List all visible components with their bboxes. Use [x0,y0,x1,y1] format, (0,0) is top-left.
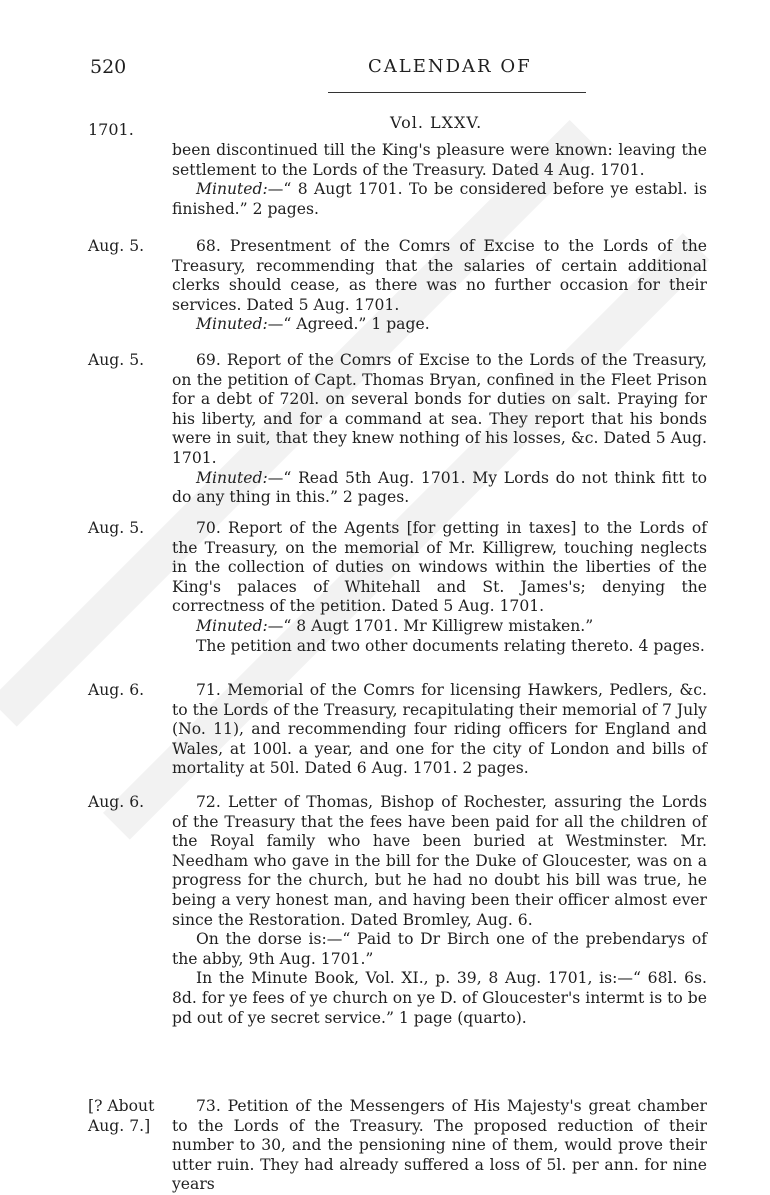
minuted-text: —“ Read 5th Aug. 1701. My Lords do not think fitt to do any thing in this.” 2 pages. [172,468,707,507]
entry-minuted [172,617,707,637]
entry-text: 71. Memorial of the Comrs for licensing Hawkers, Pedlers, &c. to the Lords of the Treasury, recapitulating their memorial of 7 July (No. 11), and recommending four riding officers for England and Wales, at 100l. a year, and one for the city of London and bills of mortality at 50l. Dated 6 Aug. 1701. 2 pages. [172,681,707,778]
entry-date: Aug. 6. [88,681,145,699]
entry-minuted [172,315,707,335]
entry-text: 73. Petition of the Messengers of His Majesty's great chamber to the Lords of the Treasury. The proposed reduction of their number to 30, and the pensioning nine of them, would prove their utter ruin. They had already suffered a loss of 5l. per ann. for nine years [172,1097,707,1194]
entry-date: [? About Aug. 7.] [88,1097,155,1135]
entry-minuted [172,469,707,508]
entry-text: been discontinued till the King's pleasure were known: leaving the settlement to the Lords of the Treasury. Dated 4 Aug. 1701. [172,141,707,179]
entry-date: Aug. 6. [88,793,145,811]
entry-minute-book: In the Minute Book, Vol. XI., p. 39, 8 Aug. 1701, is:—“ 68l. 6s. 8d. for ye fees of ye church on ye D. of Gloucester's intermt is to be pd out of ye secret service.” 1 page (quarto). [172,969,707,1027]
entry-minuted [172,180,707,219]
minuted-text: —“ 8 Augt 1701. To be considered before ye establ. is finished.” 2 pages. [172,180,707,218]
page-header [0,56,770,86]
minuted-label: Minuted: [196,616,268,635]
entry-text: 70. Report of the Agents [for getting in taxes] to the Lords of the Treasury, on the memorial of Mr. Killigrew, touching neglects in the collection of duties on windows within the liberties of the King's palaces of Whitehall and St. James's; denying the correctness of the petition. Dated 5 Aug. 1701. [172,519,707,616]
entry-extra: The petition and two other documents relating thereto. 4 pages. [196,636,705,655]
year-margin: 1701. [88,120,134,139]
entry-text: 69. Report of the Comrs of Excise to the Lords of the Treasury, on the petition of Capt. Thomas Bryan, confined in the Fleet Prison for a debt of 720l. on several bonds for duties on salt. Praying for his liberty, and for a command at sea. They report that his bonds were in suit, that they knew nothing of his losses, &c. Dated 5 Aug. 1701. [172,351,707,467]
page-number: 520 [90,56,127,78]
minuted-label: Minuted: [196,468,268,487]
volume-heading: Vol. LXXV. [390,113,483,132]
minuted-label: Minuted: [196,315,268,334]
entry-date: Aug. 5. [88,351,145,369]
entry-text: 72. Letter of Thomas, Bishop of Rochester, assuring the Lords of the Treasury that the fees have been paid for all the children of the Royal family who have been buried at Westminster. Mr. Needham who gave in the bill for the Duke of Gloucester, was on a progress for the church, but he had no doubt his bill was true, he being a very honest man, and having been their officer almost ever since the Restoration. Dated Bromley, Aug. 6. [172,793,707,929]
minuted-text: —“ 8 Augt 1701. Mr Killigrew mistaken.” [267,616,594,635]
header-rule [328,92,586,93]
running-head: CALENDAR OF [368,56,532,77]
minuted-text: —“ Agreed.” 1 page. [267,315,430,334]
entry-date: Aug. 5. [88,237,145,255]
entry-dorse: On the dorse is:—“ Paid to Dr Birch one of the prebendarys of the abby, 9th Aug. 1701.” [172,930,707,968]
entry-text: 68. Presentment of the Comrs of Excise to the Lords of the Treasury, recommending that the salaries of certain additional clerks should cease, as there was no further occasion for their services. Dated 5 Aug. 1701. [172,237,707,314]
minuted-label: Minuted: [196,180,268,199]
entry-date: Aug. 5. [88,519,145,537]
